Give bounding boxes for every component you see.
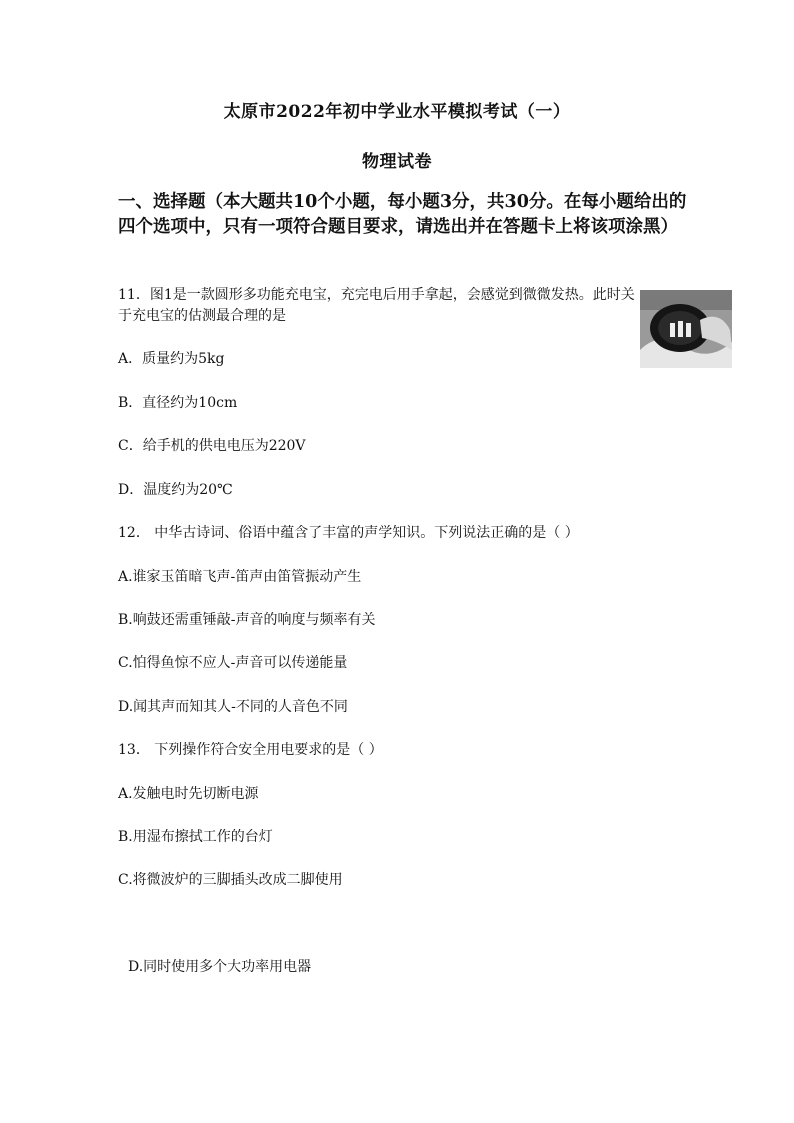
question-11-option-c: C．给手机的供电电压为220V bbox=[118, 438, 306, 454]
exam-title: 太原市2022年初中学业水平模拟考试（一） bbox=[223, 102, 571, 122]
question-11-option-d: D．温度约为20℃ bbox=[118, 482, 233, 498]
subject-title: 物理试卷 bbox=[362, 152, 432, 172]
question-11-option-a: A．质量约为5kg bbox=[118, 351, 225, 367]
question-13-option-a: A.发触电时先切断电源 bbox=[118, 786, 259, 802]
question-12-stem: 12． 中华古诗词、俗语中蕴含了丰富的声学知识。下列说法正确的是（ ） bbox=[118, 525, 579, 541]
question-13-option-b: B.用湿布擦拭工作的台灯 bbox=[118, 829, 273, 845]
power-bank-photo-icon bbox=[640, 290, 732, 368]
question-12-option-c: C.怕得鱼惊不应人-声音可以传递能量 bbox=[118, 655, 348, 671]
question-12-option-d: D.闻其声而知其人-不同的人音色不同 bbox=[118, 699, 348, 715]
question-13-option-d: D.同时使用多个大功率用电器 bbox=[128, 959, 312, 975]
question-11-stem: 11．图1是一款圆形多功能充电宝，充完电后用手拿起，会感觉到微微发热。此时关于充电宝的估测最合理的是 bbox=[118, 287, 635, 324]
section-heading: 一、选择题（本大题共10个小题，每小题3分，共30分。在每小题给出的四个选项中，只有一项符合题目要求，请选出并在答题卡上将该项涂黑） bbox=[118, 192, 687, 237]
power-bank-photo bbox=[640, 290, 732, 368]
question-13-stem: 13． 下列操作符合安全用电要求的是（ ） bbox=[118, 742, 383, 758]
question-12-option-a: A.谁家玉笛暗飞声-笛声由笛管振动产生 bbox=[118, 569, 362, 585]
question-12-option-b: B.响鼓还需重锤敲-声音的响度与频率有关 bbox=[118, 612, 376, 628]
question-11-option-b: B．直径约为10cm bbox=[118, 395, 238, 411]
question-13-option-c: C.将微波炉的三脚插头改成二脚使用 bbox=[118, 872, 343, 888]
